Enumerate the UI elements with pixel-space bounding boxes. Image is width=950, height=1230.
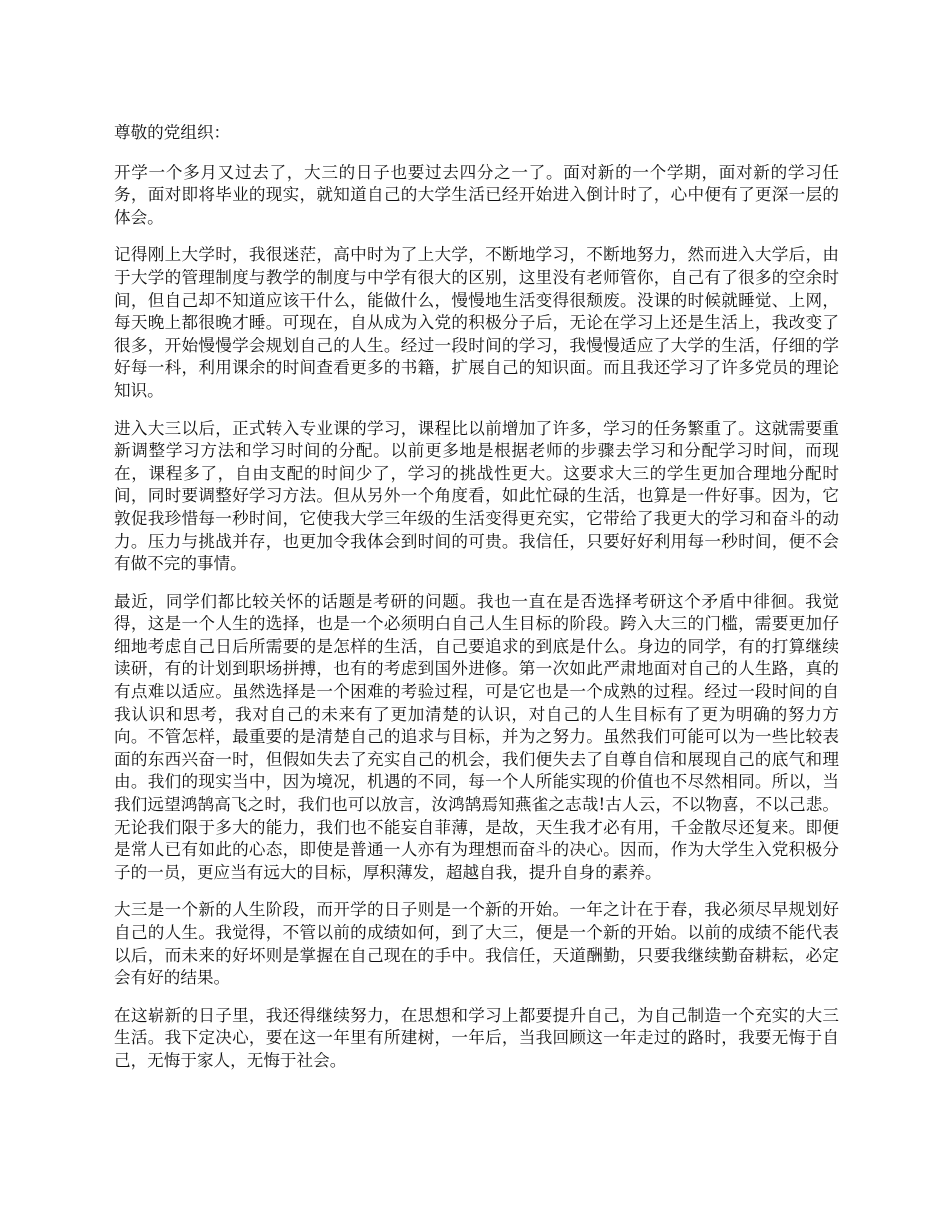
paragraph-1: 开学一个多月又过去了，大三的日子也要过去四分之一了。面对新的一个学期，面对新的学习任务，面对即将毕业的现实，就知道自己的大学生活已经开始进入倒计时了，心中便有了更深一层的体会。 bbox=[114, 162, 839, 227]
letter-body bbox=[114, 122, 839, 1088]
paragraph-3: 进入大三以后，正式转入专业课的学习，课程比以前增加了许多，学习的任务繁重了。这就需要重新调整学习方法和学习时间的分配。以前更多地是根据老师的步骤去学习和分配学习时间，而现在，课程多了，自由支配的时间少了，学习的挑战性更大。这要求大三的学生更加合理地分配时间，同时要调整好学习方法。但从另外一个角度看，如此忙碌的生活，也算是一件好事。因为，它敦促我珍惜每一秒时间，它使我大学三年级的生活变得更充实，它带给了我更大的学习和奋斗的动力。压力与挑战并存，也更加令我体会到时间的可贵。我信任，只要好好利用每一秒时间，便不会有做不完的事情。 bbox=[114, 418, 839, 574]
paragraph-2: 记得刚上大学时，我很迷茫，高中时为了上大学，不断地学习，不断地努力，然而进入大学后，由于大学的管理制度与教学的制度与中学有很大的区别，这里没有老师管你，自己有了很多的空余时间，但自己却不知道应该干什么，能做什么，慢慢地生活变得很颓废。没课的时候就睡觉、上网，每天晚上都很晚才睡。可现在，自从成为入党的积极分子后，无论在学习上还是生活上，我改变了很多，开始慢慢学会规划自己的人生。经过一段时间的学习，我慢慢适应了大学的生活，仔细的学好每一科，利用课余的时间查看更多的书籍，扩展自己的知识面。而且我还学习了许多党员的理论知识。 bbox=[114, 245, 839, 400]
paragraph-5: 大三是一个新的人生阶段，而开学的日子则是一个新的开始。一年之计在于春，我必须尽早规划好自己的人生。我觉得，不管以前的成绩如何，到了大三，便是一个新的开始。以前的成绩不能代表以后，而未来的好坏则是掌握在自己现在的手中。我信任，天道酬勤，只要我继续勤奋耕耘，必定会有好的结果。 bbox=[114, 900, 839, 988]
salutation: 尊敬的党组织： bbox=[114, 123, 231, 142]
paragraph-4: 最近，同学们都比较关怀的话题是考研的问题。我也一直在是否选择考研这个矛盾中徘徊。我觉得，这是一个人生的选择，也是一个必须明白自己人生目标的阶段。跨入大三的门槛，需要更加仔细地考虑自己日后所需要的是怎样的生活，自己要追求的到底是什么。身边的同学，有的打算继续读研，有的计划到职场拼搏，也有的考虑到国外进修。第一次如此严肃地面对自己的人生路，真的有点难以适应。虽然选择是一个困难的考验过程，可是它也是一个成熟的过程。经过一段时间的自我认识和思考，我对自己的未来有了更加清楚的认识，对自己的人生目标有了更为明确的努力方向。不管怎样，最重要的是清楚自己的追求与目标，并为之努力。虽然我们可能可以为一些比较表面的东西兴奋一时，但假如失去了充实自己的机会，我们便失去了自尊自信和展现自己的底气和理由。我们的现实当中，因为境况，机遇的不同，每一个人所能实现的价值也不尽然相同。所以，当我们远望鸿鹄高飞之时，我们也可以放言，汝鸿鹄焉知燕雀之志哉!古人云，不以物喜，不以己悲。无论我们限于多大的能力，我们也不能妄自菲薄，是故，天生我才必有用，千金散尽还复来。即便是常人已有如此的心态，即使是普通一人亦有为理想而奋斗的决心。因而，作为大学生入党积极分子的一员，更应当有远大的目标，厚积薄发，超越自我，提升自身的素养。 bbox=[114, 591, 839, 882]
paragraph-6: 在这崭新的日子里，我还得继续努力，在思想和学习上都要提升自己，为自己制造一个充实的大三生活。我下定决心，要在这一年里有所建树，一年后，当我回顾这一年走过的路时，我要无悔于自己，无悔于家人，无悔于社会。 bbox=[114, 1005, 839, 1070]
